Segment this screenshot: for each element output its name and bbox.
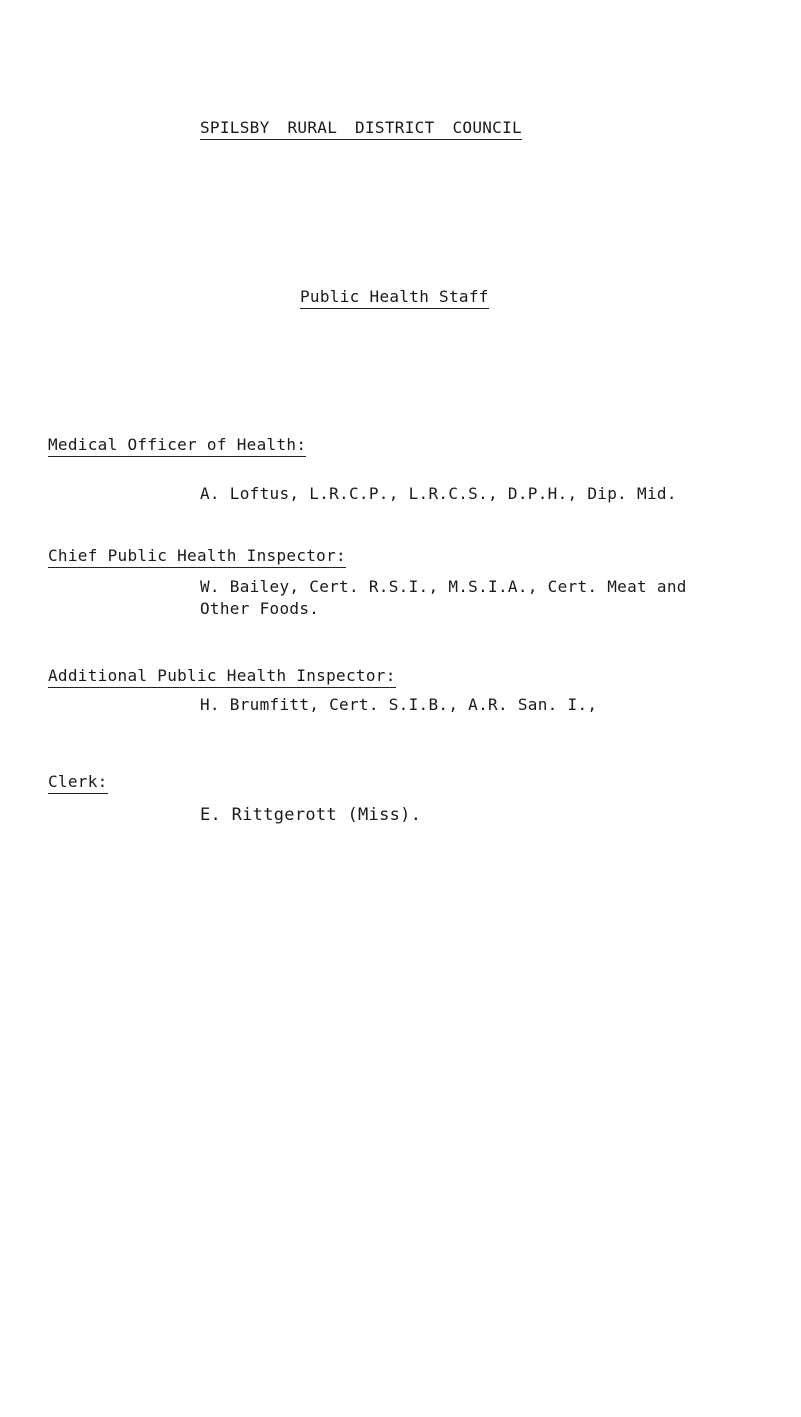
name-chief-inspector: W. Bailey, Cert. R.S.I., M.S.I.A., Cert. Meat and [200,577,687,596]
role-clerk: Clerk: [48,772,108,794]
name-medical-officer: A. Loftus, L.R.C.P., L.R.C.S., D.P.H., Dip. Mid. [200,484,677,503]
role-chief-inspector: Chief Public Health Inspector: [48,546,346,568]
name-clerk: E. Rittgerott (Miss). [200,805,422,825]
name-chief-inspector-cont: Other Foods. [200,599,320,618]
council-title: SPILSBY RURAL DISTRICT COUNCIL [200,118,522,140]
role-additional-inspector: Additional Public Health Inspector: [48,666,396,688]
role-medical-officer: Medical Officer of Health: [48,435,306,457]
name-additional-inspector: H. Brumfitt, Cert. S.I.B., A.R. San. I., [200,695,598,714]
staff-heading: Public Health Staff [300,287,489,309]
